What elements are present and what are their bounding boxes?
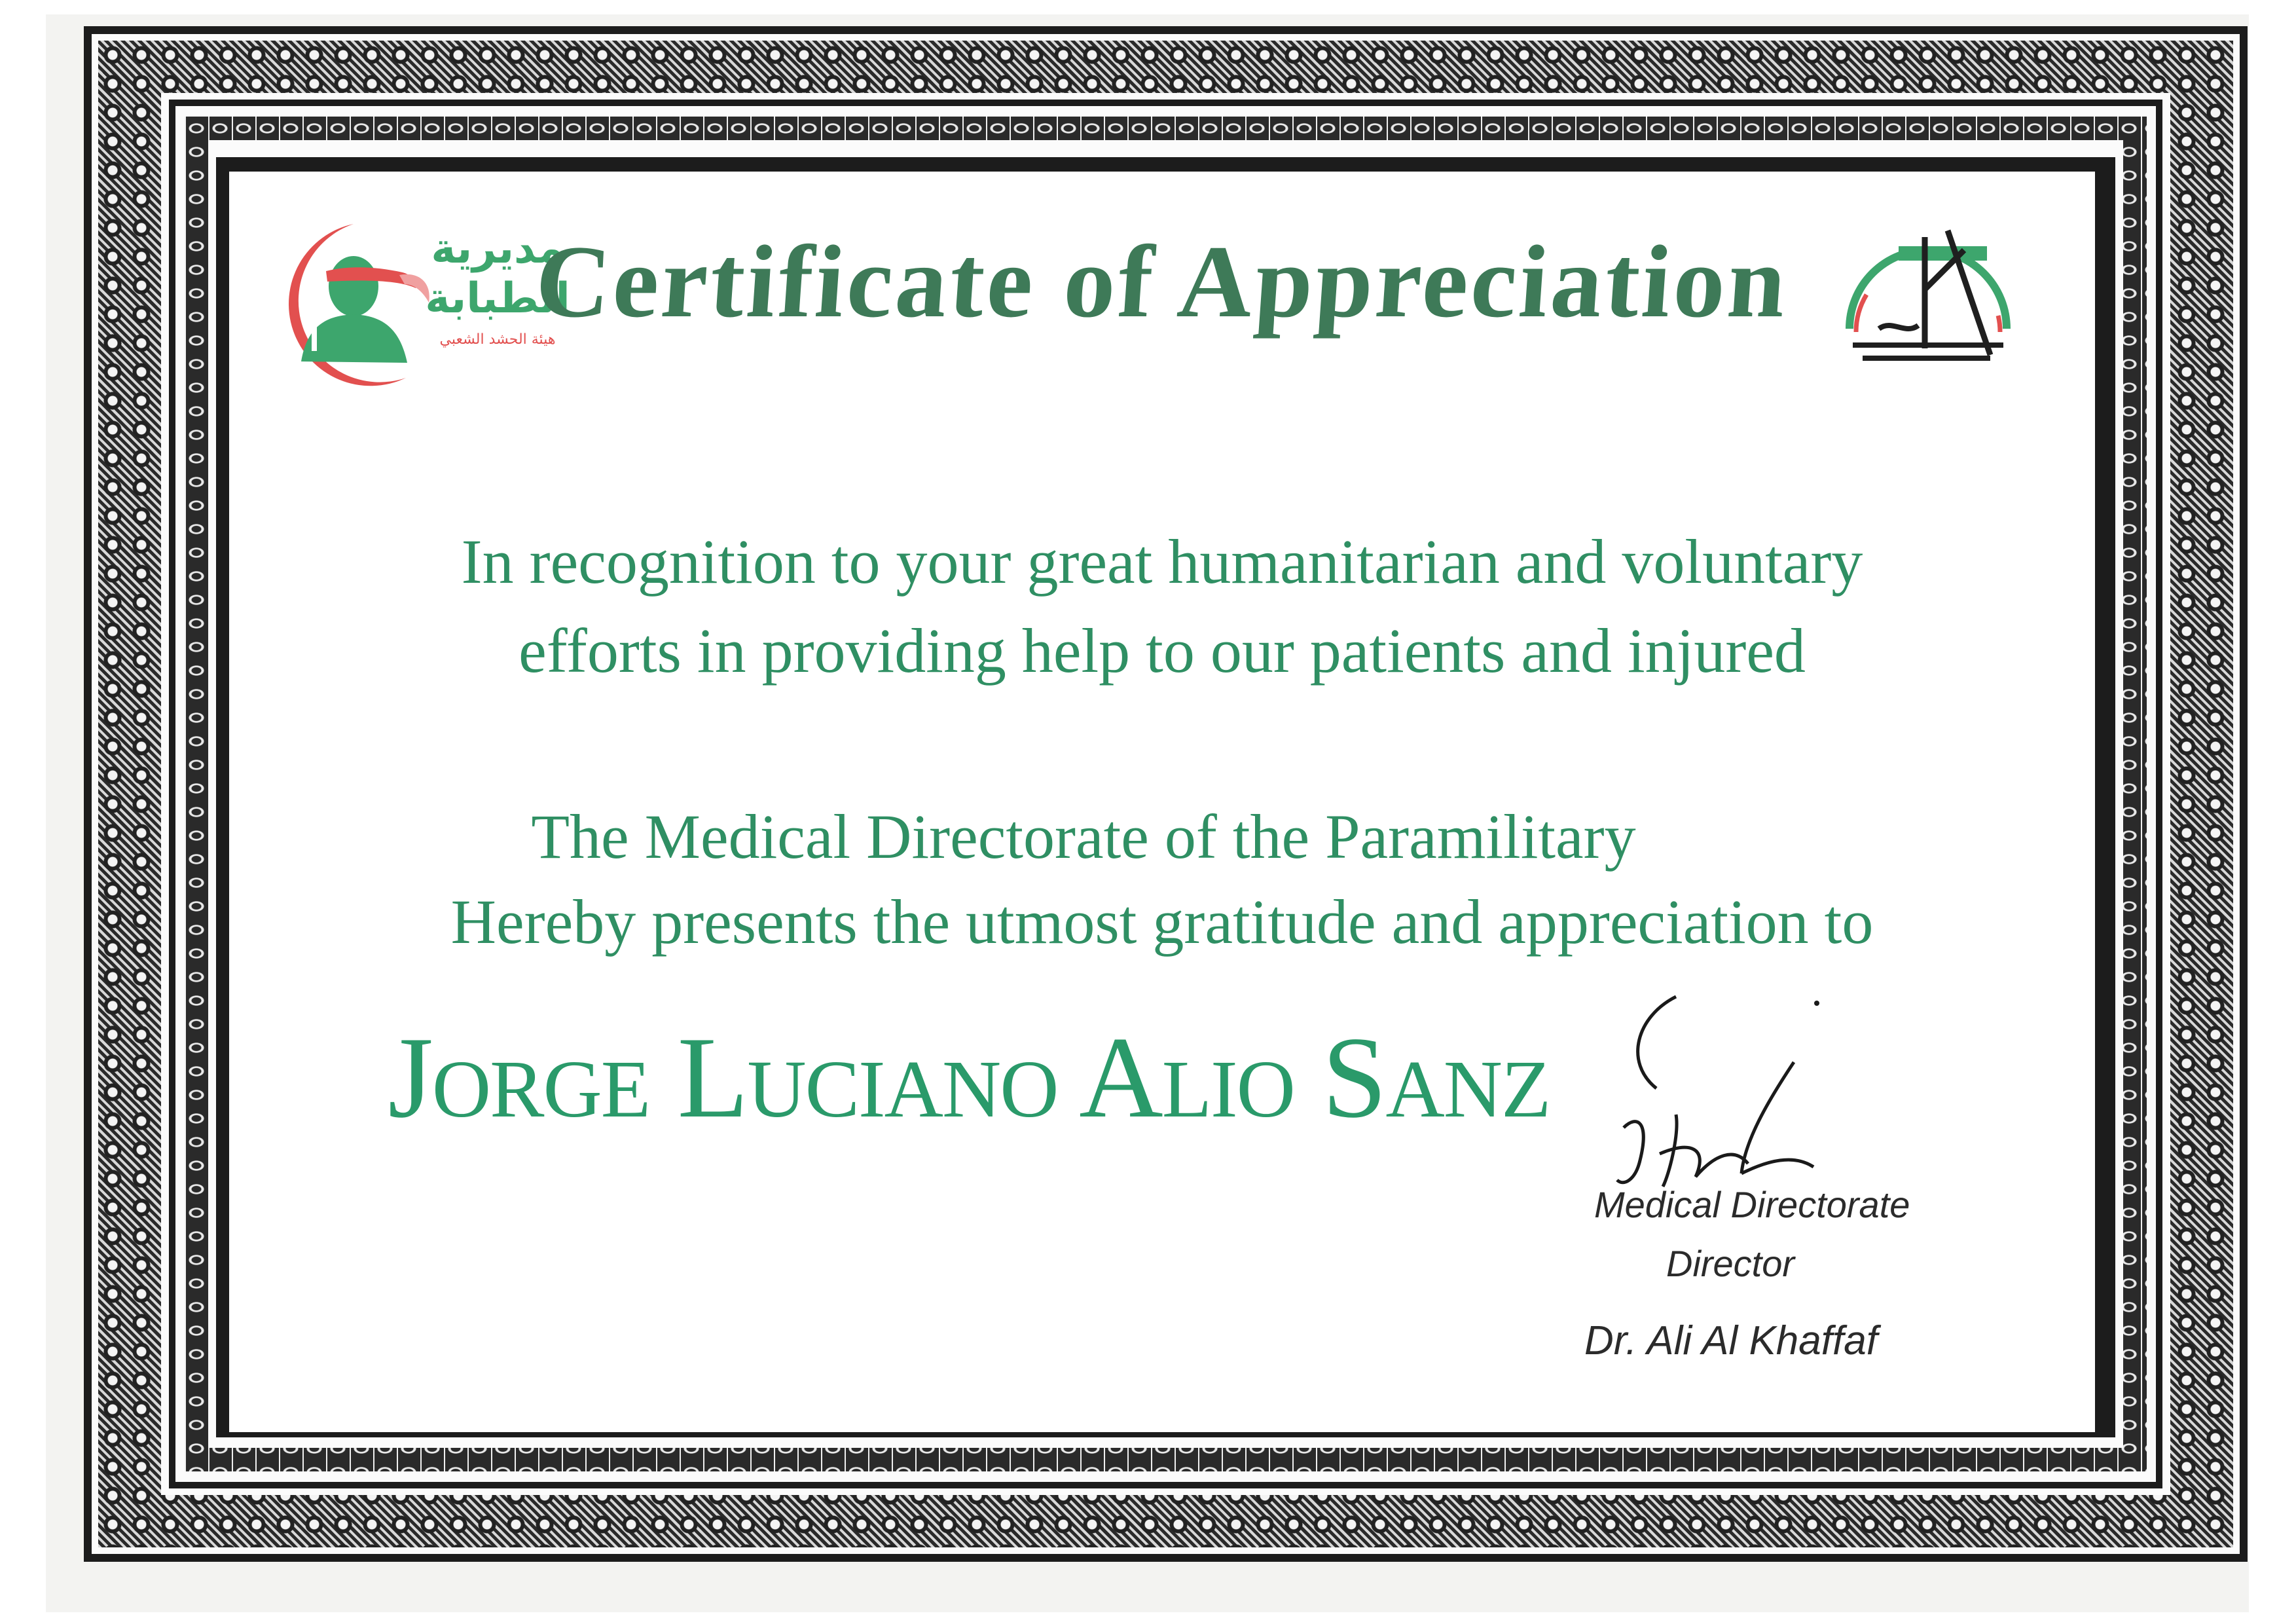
logo-arabic-caption: هيئة الحشد الشعبي — [439, 331, 556, 348]
signature-organization: Medical Directorate — [1594, 1184, 1910, 1225]
body-line-2: efforts in providing help to our patients and injured — [519, 616, 1806, 686]
body-line-1: In recognition to your great humanitarian and voluntary — [461, 526, 1863, 597]
recipient-name: Jorge Luciano Alio Sanz — [388, 1012, 1550, 1142]
logo-arabic-line1: مديرية — [431, 225, 564, 273]
certificate-content — [229, 172, 2095, 1432]
body-line-3: The Medical Directorate of the Paramilitary — [531, 802, 1636, 872]
signature-name: Dr. Ali Al Khaffaf — [1584, 1318, 1878, 1363]
logo-arabic-line2: الطبابة — [425, 274, 570, 323]
certificate-title: Certificate of Appreciation — [532, 225, 1793, 339]
popular-mobilization-emblem — [1827, 191, 2030, 384]
body-line-4: Hereby presents the utmost gratitude and appreciation to — [450, 887, 1874, 957]
signature-position: Director — [1666, 1243, 1795, 1284]
popular-mobilization-emblem-icon — [1827, 191, 2030, 381]
